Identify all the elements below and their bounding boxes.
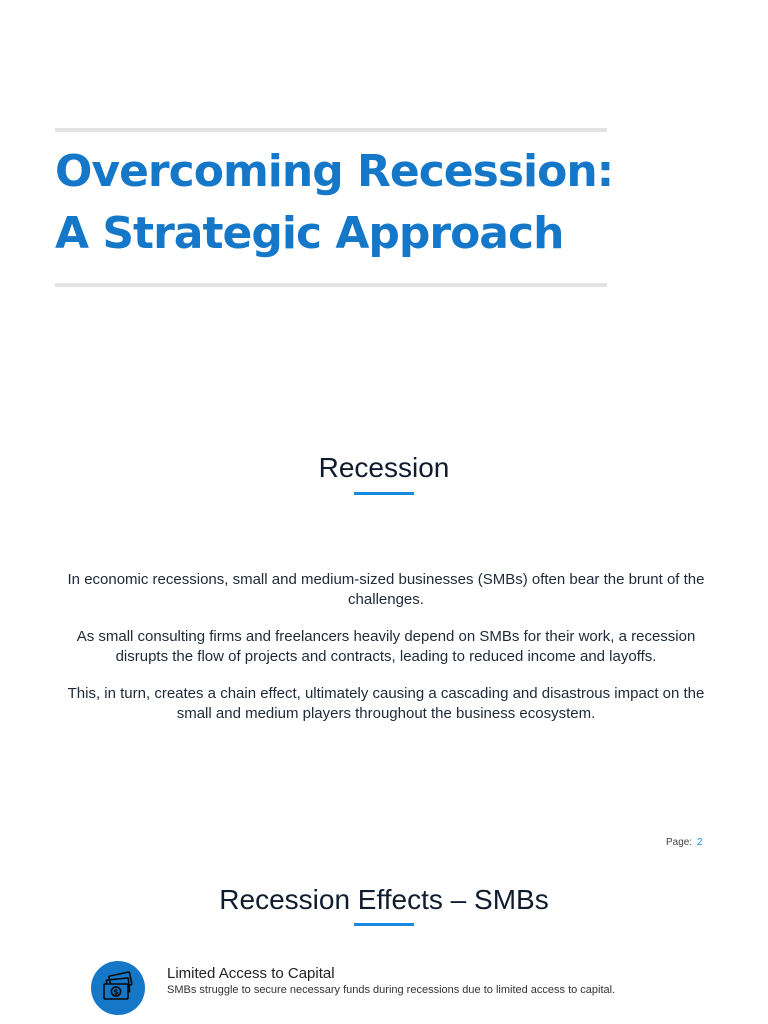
recession-body xyxy=(50,570,722,741)
recession-paragraph-2: As small consulting firms and freelancers heavily depend on SMBs for their work, a recession disrupts the flow of projects and contracts, leading to reduced income and layoffs. xyxy=(76,628,696,665)
effect-item-description: SMBs struggle to secure necessary funds during recessions due to limited access to capital. xyxy=(167,984,616,996)
recession-heading: Recession xyxy=(318,452,450,483)
effects-heading: Recession Effects – SMBs xyxy=(219,884,549,915)
recession-paragraph-3: This, in turn, creates a chain effect, ultimately causing a cascading and disastrous impact on the small and medium players throughout the business ecosystem. xyxy=(67,685,705,722)
recession-paragraph-1: In economic recessions, small and medium-sized businesses (SMBs) often bear the brunt of the challenges. xyxy=(67,571,705,608)
recession-heading-underline xyxy=(354,492,414,495)
title-bottom-rule xyxy=(55,283,607,287)
effect-item-limited-access-to-capital xyxy=(91,960,711,1020)
page-title xyxy=(55,141,655,265)
effects-heading-underline xyxy=(354,923,414,926)
page-title-line-1: Overcoming Recession: xyxy=(55,146,614,197)
page-number-label: Page: xyxy=(666,837,693,848)
page-number xyxy=(666,836,702,850)
effect-item-title: Limited Access to Capital xyxy=(167,965,335,982)
page-title-line-2: A Strategic Approach xyxy=(55,208,564,259)
title-top-rule xyxy=(55,128,607,132)
svg-text:$: $ xyxy=(113,987,119,997)
money-bills-icon xyxy=(91,961,145,1015)
page-number-value: 2 xyxy=(696,837,703,848)
